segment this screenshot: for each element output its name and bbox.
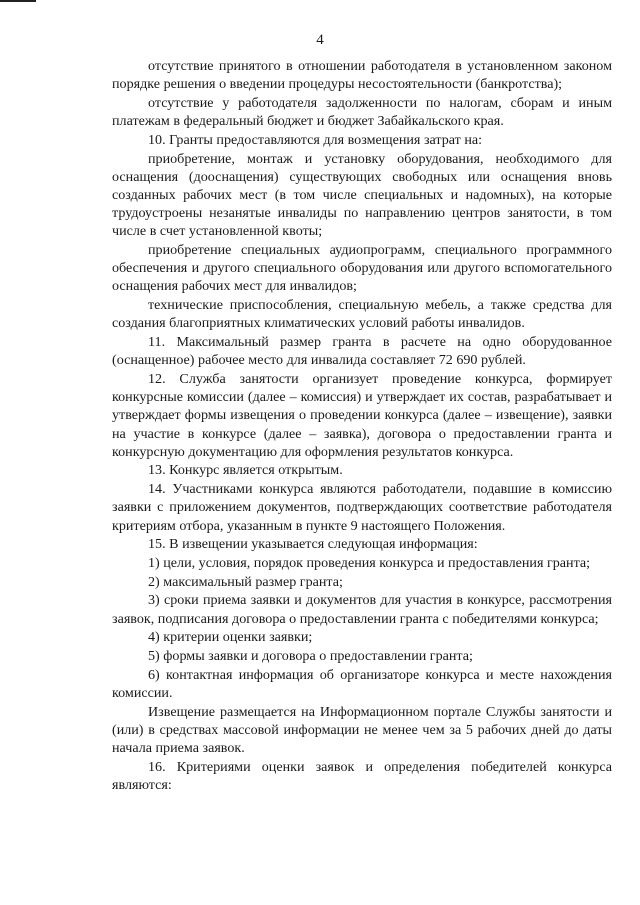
top-edge-rule: [0, 0, 36, 2]
paragraph: 16. Критериями оценки заявок и определения победителей конкурса являются:: [112, 758, 612, 793]
paragraph: приобретение специальных аудиопрограмм, специального программного обеспечения и другого специального оборудования или другого вспомогательного оснащения рабочих мест для инвалидов;: [112, 242, 612, 295]
list-item: 2) максимальный размер гранта;: [148, 573, 343, 590]
paragraph: отсутствие принятого в отношении работодателя в установленном законом порядке решения о введении процедуры несостоятельности (банкротства);: [112, 58, 612, 93]
paragraph: 10. Гранты предоставляются для возмещения затрат на:: [148, 131, 483, 148]
page-number: 4: [316, 32, 324, 48]
list-item: 5) формы заявки и договора о предоставлении гранта;: [148, 648, 473, 664]
paragraph: Извещение размещается на Информационном портале Службы занятости и (или) в средствах массовой информации не менее чем за 5 рабочих дней до даты начала приема заявок.: [112, 703, 612, 757]
paragraph: 13. Конкурс является открытым.: [148, 462, 343, 479]
paragraph: 15. В извещении указывается следующая информация:: [148, 536, 478, 553]
paragraph: 11. Максимальный размер гранта в расчете на одно оборудованное (оснащенное) рабочее место для инвалида составляет 72 690 рублей.: [112, 334, 612, 369]
list-item: 6) контактная информация об организаторе конкурса и месте нахождения комиссии.: [112, 666, 612, 701]
list-item: 4) критерии оценки заявки;: [148, 629, 313, 646]
list-item: 1) цели, условия, порядок проведения конкурса и предоставления гранта;: [148, 554, 591, 571]
paragraph: отсутствие у работодателя задолженности по налогам, сборам и иным платежам в федеральный бюджет и бюджет Забайкальского края.: [112, 94, 612, 130]
document-body: [112, 57, 612, 795]
list-item: 3) сроки приема заявки и документов для участия в конкурсе, рассмотрения заявок, подписания договора о предоставлении гранта с победителями конкурса;: [112, 592, 612, 627]
paragraph: технические приспособления, специальную мебель, а также средства для создания благоприятных климатических условий работы инвалидов.: [112, 297, 612, 332]
paragraph: приобретение, монтаж и установку оборудования, необходимого для оснащения (дооснащения) существующих свободных или оснащения вновь созданных рабочих мест (в том числе специальных и надомных), на которые трудоустроены незанятые инвалиды по направлению центров занятости, в том числе в счет установленной квоты;: [112, 150, 612, 240]
paragraph: 12. Служба занятости организует проведение конкурса, формирует конкурсные комиссии (далее – комиссия) и утверждает их состав, разрабатывает и утверждает формы извещения о проведении конкурса (далее – извещение), заявки на участие в конкурсе (далее – заявка), договора о предоставлении гранта и конкурсную документацию для оформления результатов конкурса.: [112, 370, 612, 460]
paragraph: 14. Участниками конкурса являются работодатели, подавшие в комиссию заявки с приложением документов, подтверждающих соответствие работодателя критериям отбора, указанным в пункте 9 настоящего Положения.: [112, 481, 612, 534]
